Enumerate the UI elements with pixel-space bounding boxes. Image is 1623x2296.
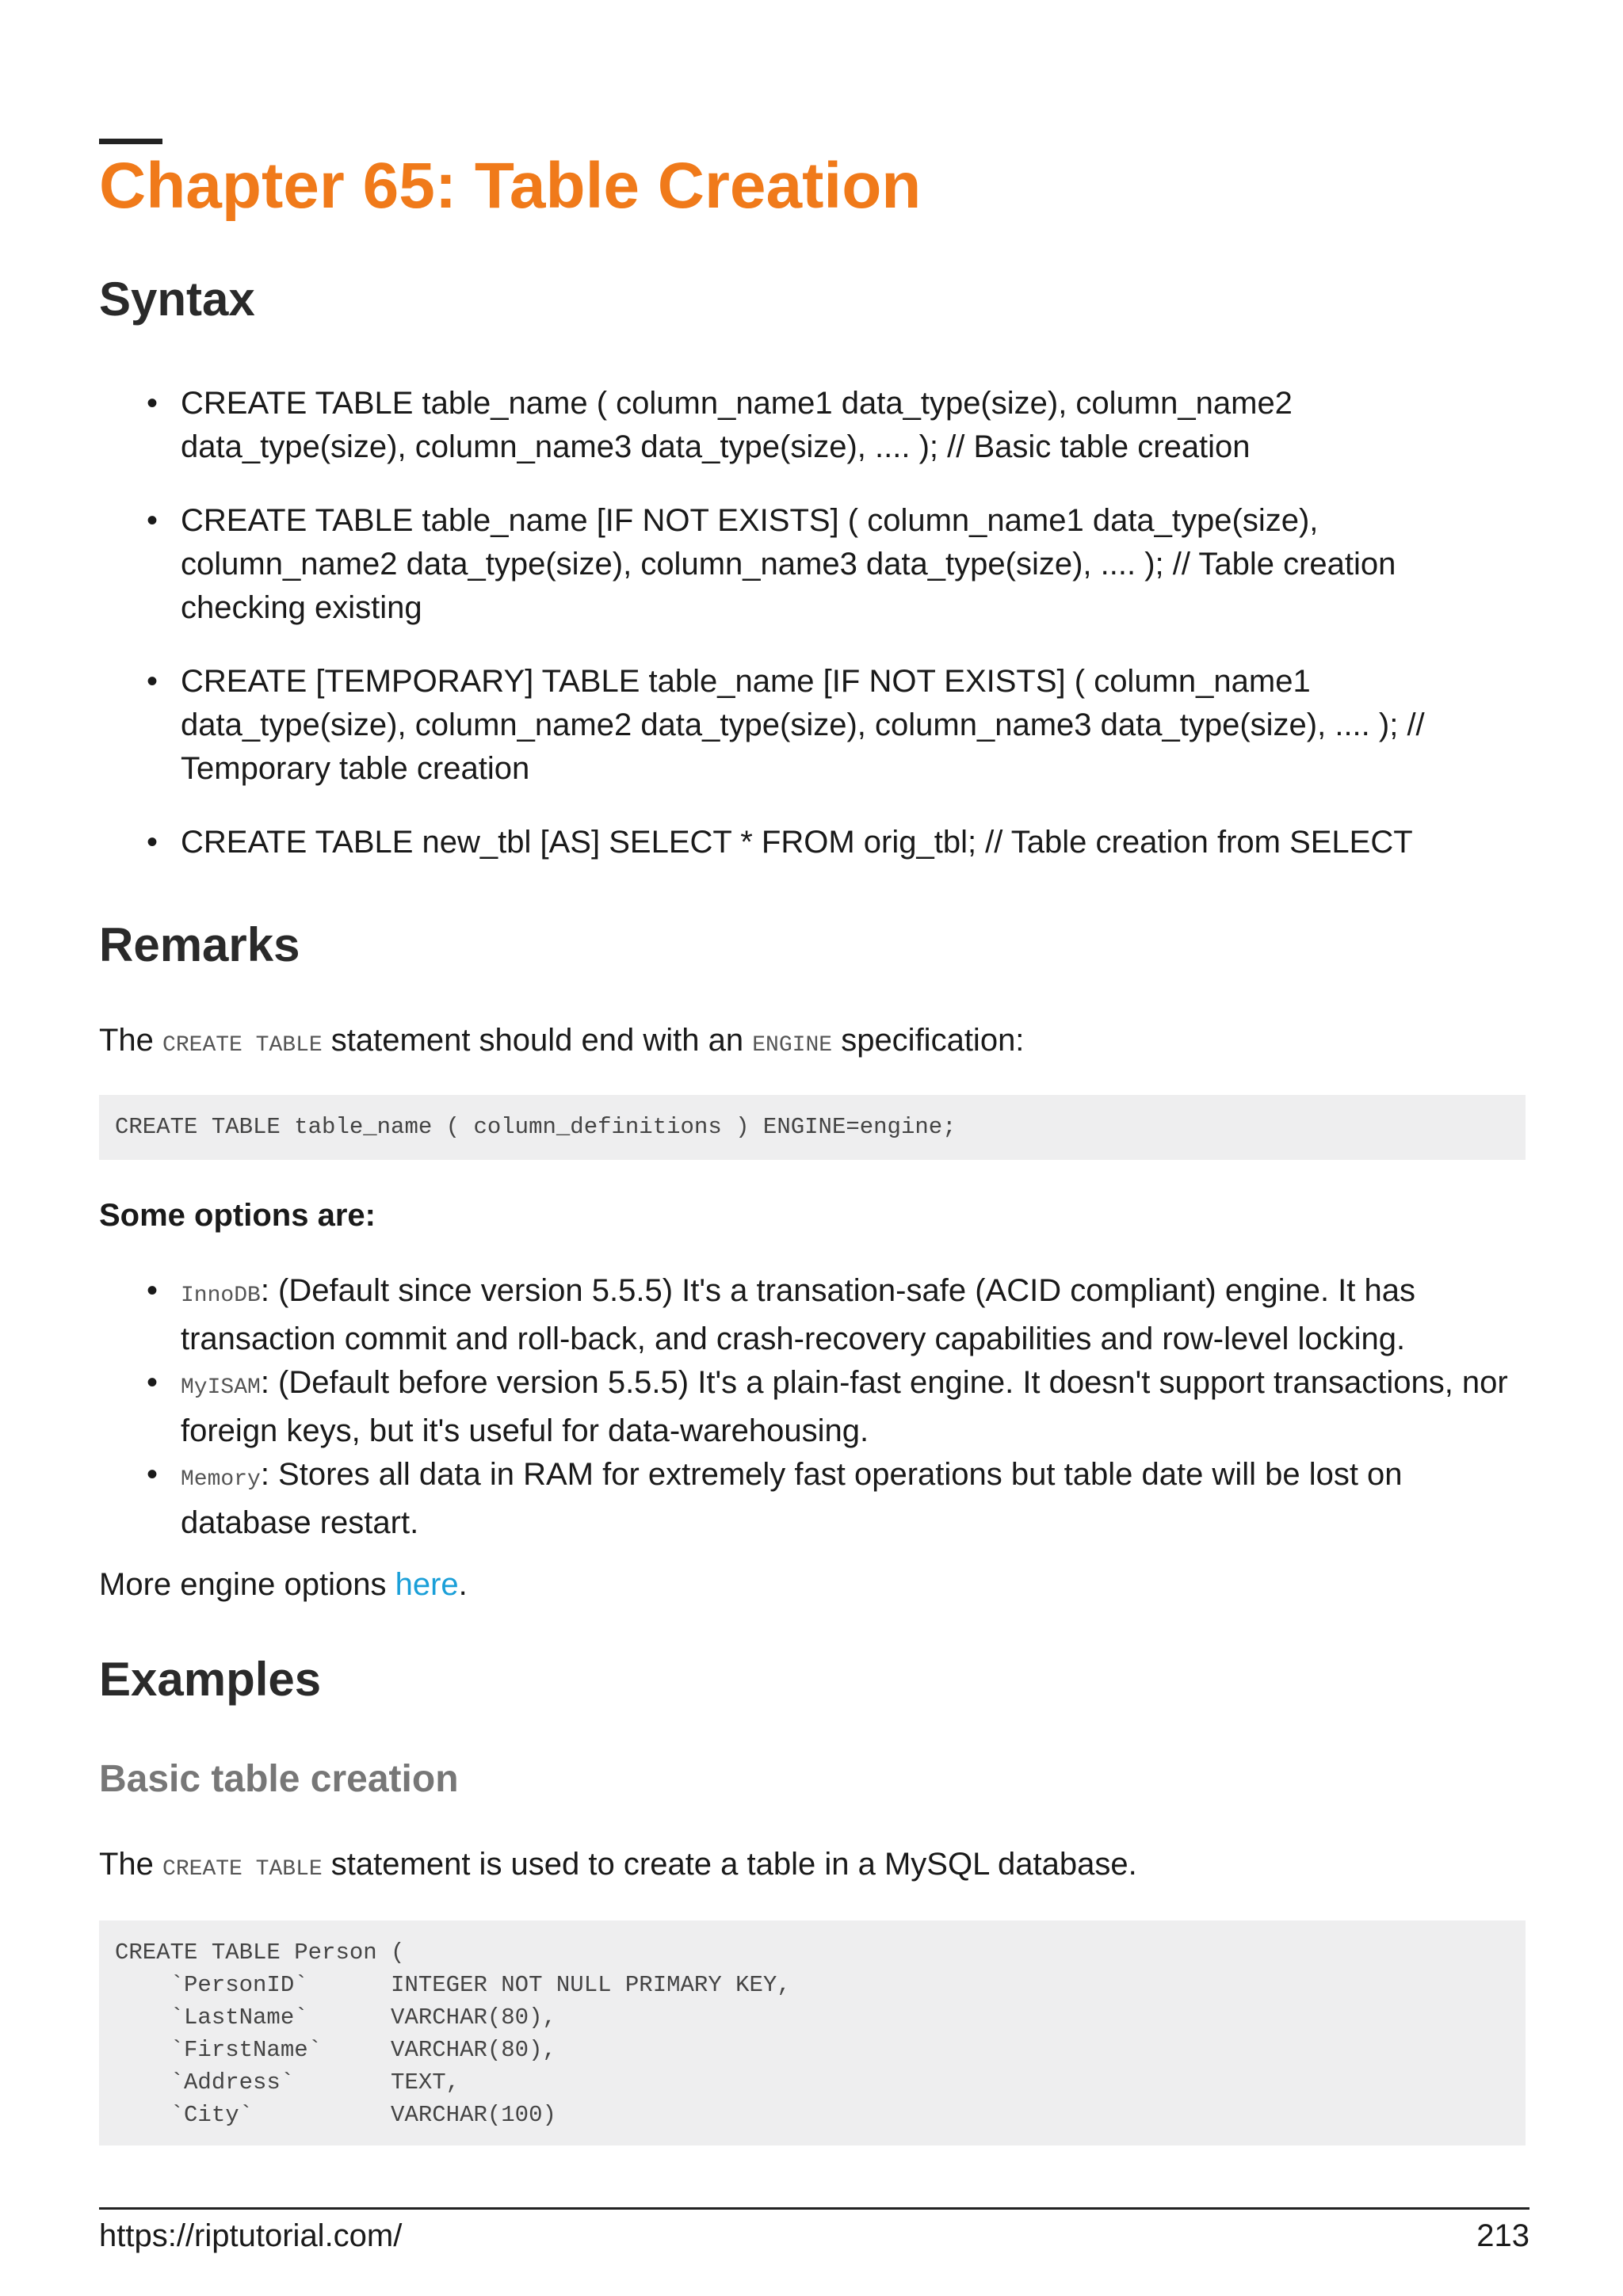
chapter-title: Chapter 65: Table Creation xyxy=(99,150,922,222)
options-label: Some options are: xyxy=(99,1198,376,1233)
bullet-icon: • xyxy=(147,1365,158,1400)
inline-code: CREATE TABLE xyxy=(162,1033,323,1058)
engine-name: MyISAM xyxy=(181,1375,261,1400)
syntax-heading: Syntax xyxy=(99,273,255,326)
inline-code: ENGINE xyxy=(752,1033,833,1058)
bullet-icon: • xyxy=(147,386,158,421)
engine-code-block: CREATE TABLE table_name ( column_definitions ) ENGINE=engine; xyxy=(99,1095,1526,1160)
footer-rule xyxy=(99,2207,1529,2210)
bullet-icon: • xyxy=(147,1457,158,1492)
remarks-intro: The CREATE TABLE statement should end with an ENGINE specification: xyxy=(99,1023,1025,1058)
chapter-rule xyxy=(99,139,162,144)
syntax-item: • CREATE TABLE table_name [IF NOT EXISTS] ( column_name1 data_type(size), column_name2 data_type(size), column_name3 data_type(size), .... ); // Table creation checking existing xyxy=(99,499,1526,630)
engine-option: • MyISAM: (Default before version 5.5.5) It's a plain-fast engine. It doesn't support transactions, nor foreign keys, but it's useful for data-warehousing. xyxy=(99,1361,1526,1453)
engine-option: • InnoDB: (Default since version 5.5.5) It's a transation-safe (ACID compliant) engine. It has transaction commit and roll-back, and crash-recovery capabilities and row-level locking. xyxy=(99,1269,1526,1361)
remarks-heading: Remarks xyxy=(99,918,300,971)
bullet-icon: • xyxy=(147,1273,158,1308)
engine-options-link[interactable]: here xyxy=(395,1567,459,1602)
inline-code: CREATE TABLE xyxy=(162,1857,323,1882)
footer-url: https://riptutorial.com/ xyxy=(99,2218,403,2253)
bullet-icon: • xyxy=(147,503,158,538)
more-engine-options: More engine options here. xyxy=(99,1567,468,1602)
syntax-item: • CREATE [TEMPORARY] TABLE table_name [IF NOT EXISTS] ( column_name1 data_type(size), column_name2 data_type(size), column_name3 data_type(size), .... ); // Temporary table creation xyxy=(99,660,1526,791)
document-page xyxy=(99,0,1529,2296)
engine-name: Memory xyxy=(181,1467,261,1492)
engine-options-list xyxy=(99,1269,1526,1545)
engine-option: • Memory: Stores all data in RAM for extremely fast operations but table date will be lost on database restart. xyxy=(99,1453,1526,1545)
page-number: 213 xyxy=(1476,2218,1529,2253)
syntax-item: • CREATE TABLE new_tbl [AS] SELECT * FROM orig_tbl; // Table creation from SELECT xyxy=(99,821,1526,864)
bullet-icon: • xyxy=(147,825,158,860)
basic-intro: The CREATE TABLE statement is used to create a table in a MySQL database. xyxy=(99,1847,1137,1882)
engine-name: InnoDB xyxy=(181,1283,261,1308)
syntax-item: • CREATE TABLE table_name ( column_name1 data_type(size), column_name2 data_type(size), column_name3 data_type(size), .... ); // Basic table creation xyxy=(99,382,1526,469)
person-table-code-block: CREATE TABLE Person ( `PersonID` INTEGER NOT NULL PRIMARY KEY, `LastName` VARCHAR(80), `FirstName` VARCHAR(80), `Address` TEXT, `City` VARCHAR(100) xyxy=(99,1920,1526,2145)
examples-heading: Examples xyxy=(99,1653,322,1706)
bullet-icon: • xyxy=(147,664,158,699)
basic-table-heading: Basic table creation xyxy=(99,1758,459,1800)
syntax-list xyxy=(99,382,1526,894)
